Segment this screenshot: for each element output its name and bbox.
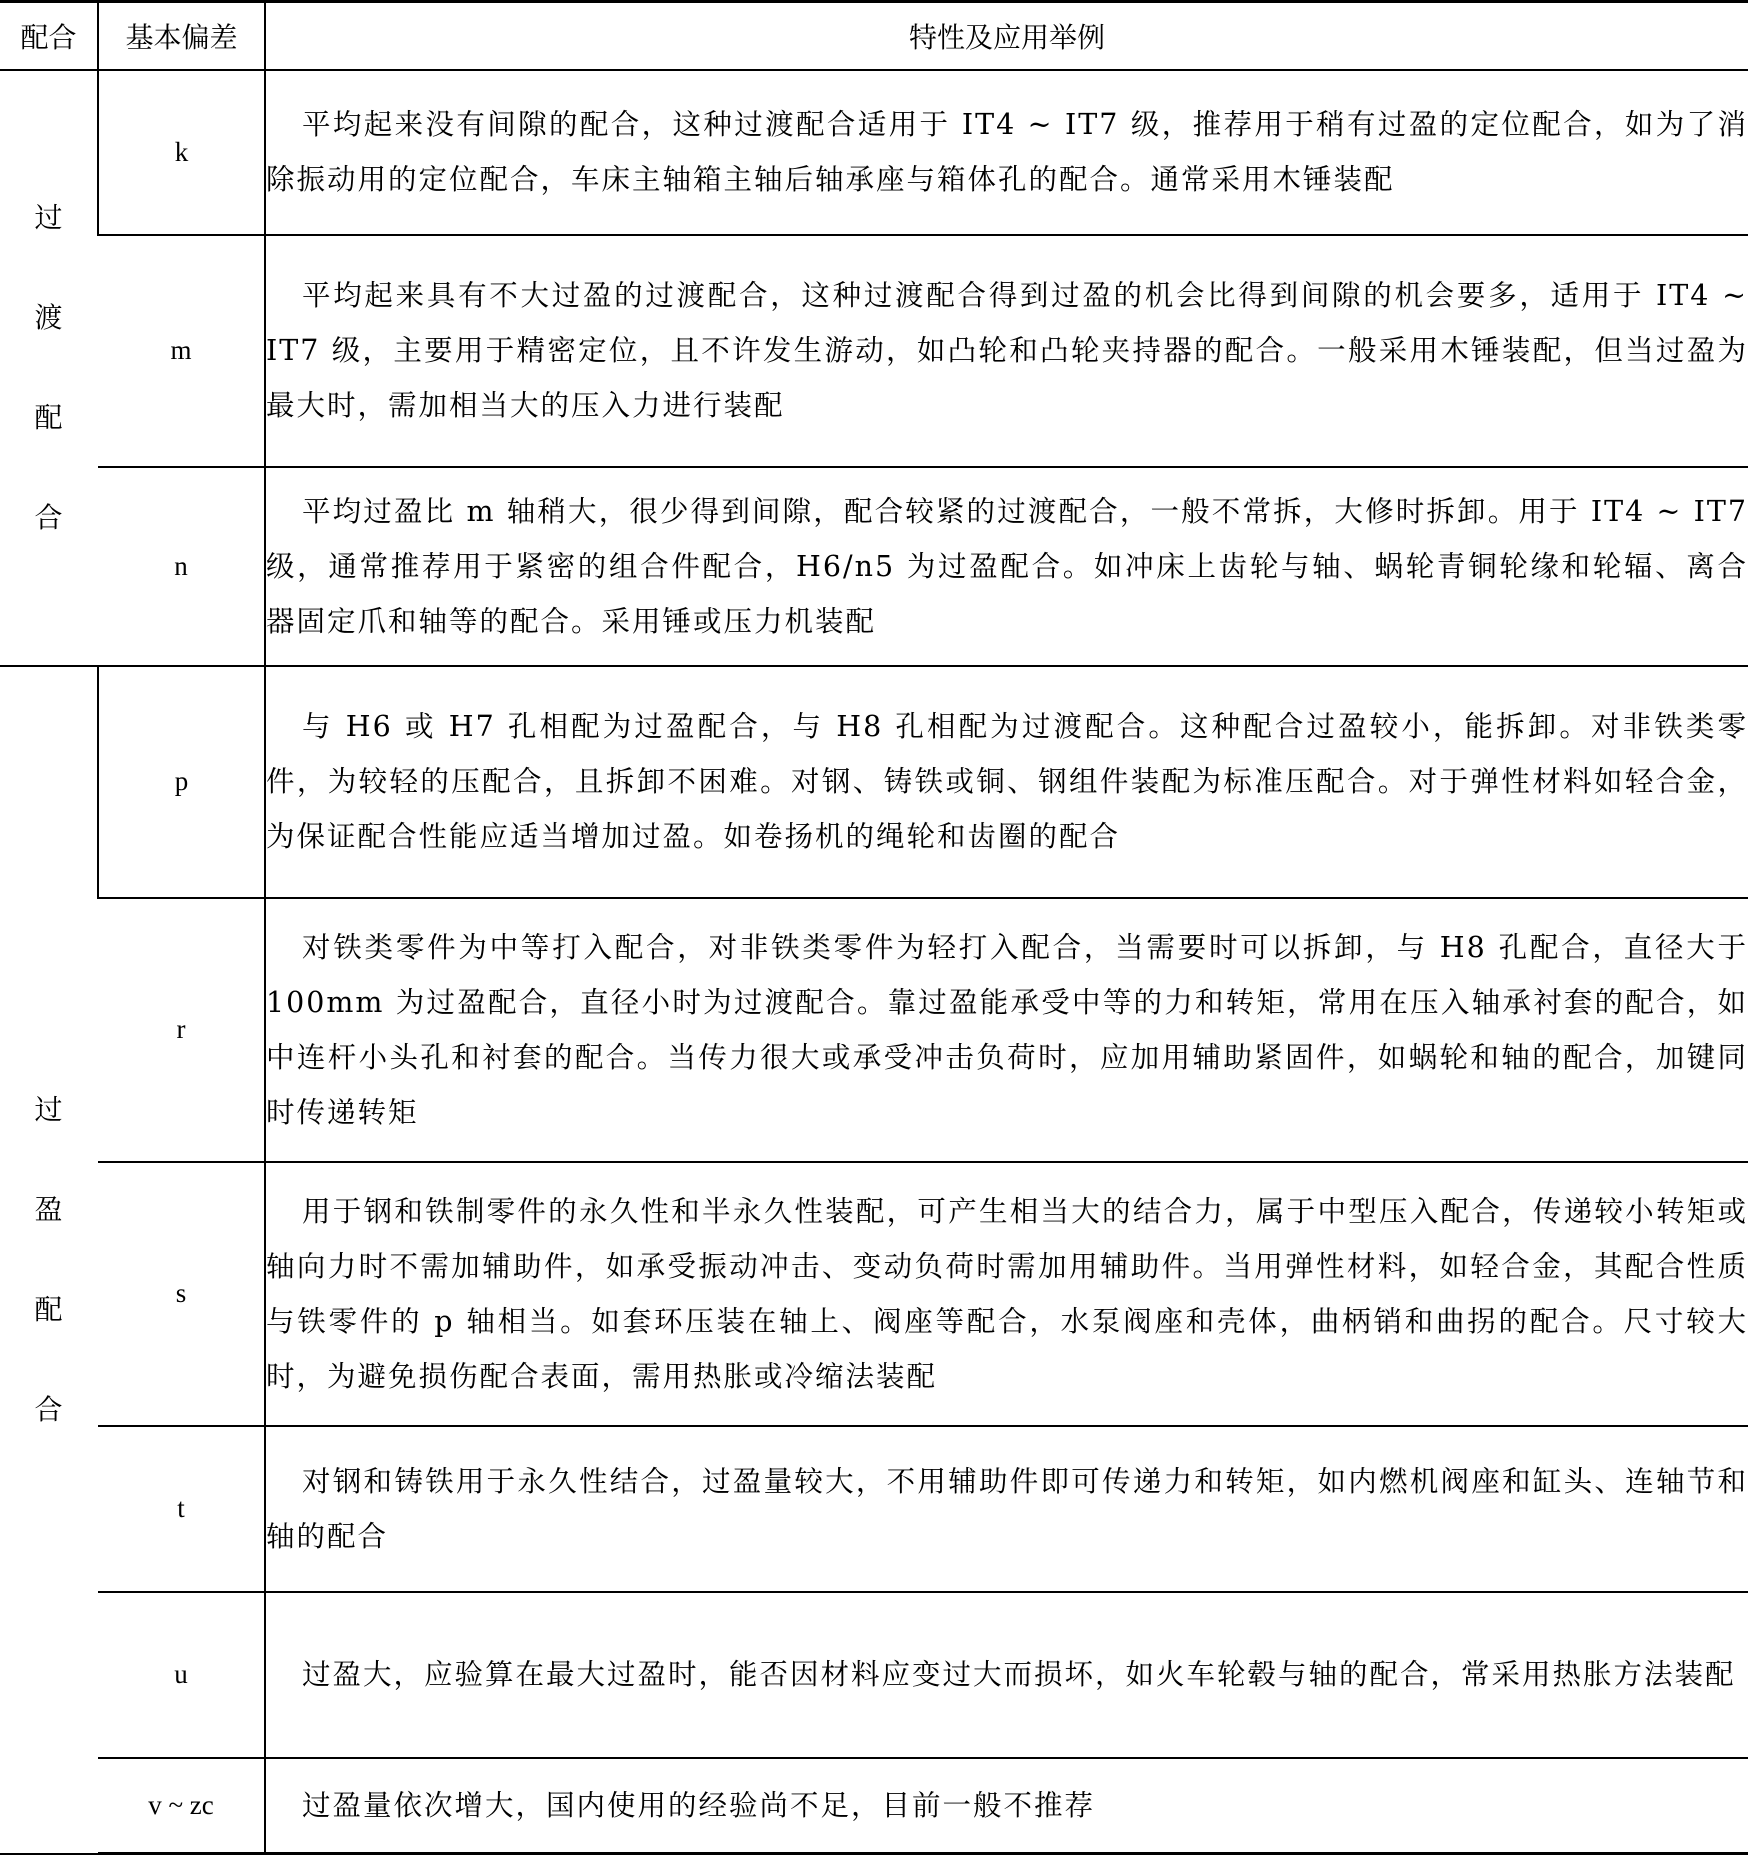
description-text: 对钢和铸铁用于永久性结合，过盈量较大，不用辅助件即可传递力和转矩，如内燃机阀座和缸头、连轴节和轴的配合 bbox=[265, 1426, 1748, 1592]
deviation-code: v ~ zc bbox=[98, 1758, 265, 1854]
table-row bbox=[0, 1592, 1748, 1758]
table-row bbox=[0, 666, 1748, 898]
header-row bbox=[0, 2, 1748, 70]
description-text: 用于钢和铁制零件的永久性和半永久性装配，可产生相当大的结合力，属于中型压入配合，传递较小转矩或轴向力时不需加辅助件，如承受振动冲击、变动负荷时需加用辅助件。当用弹性材料，如轻合金，其配合性质与铁零件的 p 轴相当。如套环压装在轴上、阀座等配合，水泵阀座和壳体，曲柄销和曲拐的配合。尺寸较大时，为避免损伤配合表面，需用热胀或冷缩法装配 bbox=[265, 1162, 1748, 1426]
deviation-code: k bbox=[98, 70, 265, 235]
deviation-code: n bbox=[98, 467, 265, 666]
table-row bbox=[0, 1426, 1748, 1592]
description-text: 平均起来具有不大过盈的过渡配合，这种过渡配合得到过盈的机会比得到间隙的机会要多，适用于 IT4 ~ IT7 级，主要用于精密定位，且不许发生游动，如凸轮和凸轮夹持器的配合。一般采用木锤装配，但当过盈为最大时，需加相当大的压入力进行装配 bbox=[265, 235, 1748, 467]
group-char: 过 bbox=[34, 200, 63, 234]
description-text: 平均起来没有间隙的配合，这种过渡配合适用于 IT4 ~ IT7 级，推荐用于稍有过盈的定位配合，如为了消除振动用的定位配合，车床主轴箱主轴后轴承座与箱体孔的配合。通常采用木锤装配 bbox=[265, 70, 1748, 235]
group-char: 合 bbox=[34, 500, 63, 534]
group-char: 盈 bbox=[34, 1192, 63, 1226]
group-char: 配 bbox=[34, 400, 63, 434]
header-characteristics: 特性及应用举例 bbox=[265, 2, 1748, 70]
group-char: 配 bbox=[34, 1292, 63, 1326]
deviation-code: r bbox=[98, 898, 265, 1162]
table-row bbox=[0, 1758, 1748, 1854]
table-row bbox=[0, 235, 1748, 467]
description-text: 过盈量依次增大，国内使用的经验尚不足，目前一般不推荐 bbox=[265, 1758, 1748, 1854]
description-text: 过盈大，应验算在最大过盈时，能否因材料应变过大而损坏，如火车轮毂与轴的配合，常采用热胀方法装配 bbox=[265, 1592, 1748, 1758]
table-row bbox=[0, 1162, 1748, 1426]
header-basic-deviation: 基本偏差 bbox=[98, 2, 265, 70]
description-text: 与 H6 或 H7 孔相配为过盈配合，与 H8 孔相配为过渡配合。这种配合过盈较小，能拆卸。对非铁类零件，为较轻的压配合，且拆卸不困难。对钢、铸铁或铜、钢组件装配为标准压配合。对于弹性材料如轻合金，为保证配合性能应适当增加过盈。如卷扬机的绳轮和齿圈的配合 bbox=[265, 666, 1748, 898]
group-char: 渡 bbox=[34, 300, 63, 334]
table-row bbox=[0, 70, 1748, 235]
description-text: 平均过盈比 m 轴稍大，很少得到间隙，配合较紧的过渡配合，一般不常拆，大修时拆卸。用于 IT4 ~ IT7 级，通常推荐用于紧密的组合件配合，H6/n5 为过盈配合。如冲床上齿轮与轴、蜗轮青铜轮缘和轮辐、离合器固定爪和轴等的配合。采用锤或压力机装配 bbox=[265, 467, 1748, 666]
group-label-transition-fit bbox=[0, 70, 98, 666]
table-row bbox=[0, 467, 1748, 666]
group-char: 合 bbox=[34, 1392, 63, 1426]
group-label-interference-fit bbox=[0, 666, 98, 1854]
deviation-code: u bbox=[98, 1592, 265, 1758]
header-fit: 配合 bbox=[0, 2, 98, 70]
deviation-code: m bbox=[98, 235, 265, 467]
group-char: 过 bbox=[34, 1092, 63, 1126]
deviation-code: t bbox=[98, 1426, 265, 1592]
deviation-code: p bbox=[98, 666, 265, 898]
deviation-code: s bbox=[98, 1162, 265, 1426]
description-text: 对铁类零件为中等打入配合，对非铁类零件为轻打入配合，当需要时可以拆卸，与 H8 孔配合，直径大于 100mm 为过盈配合，直径小时为过渡配合。靠过盈能承受中等的力和转矩，常用在压入轴承衬套的配合，如中连杆小头孔和衬套的配合。当传力很大或承受冲击负荷时，应加用辅助紧固件，如蜗轮和轴的配合，加键同时传递转矩 bbox=[265, 898, 1748, 1162]
table-row bbox=[0, 898, 1748, 1162]
